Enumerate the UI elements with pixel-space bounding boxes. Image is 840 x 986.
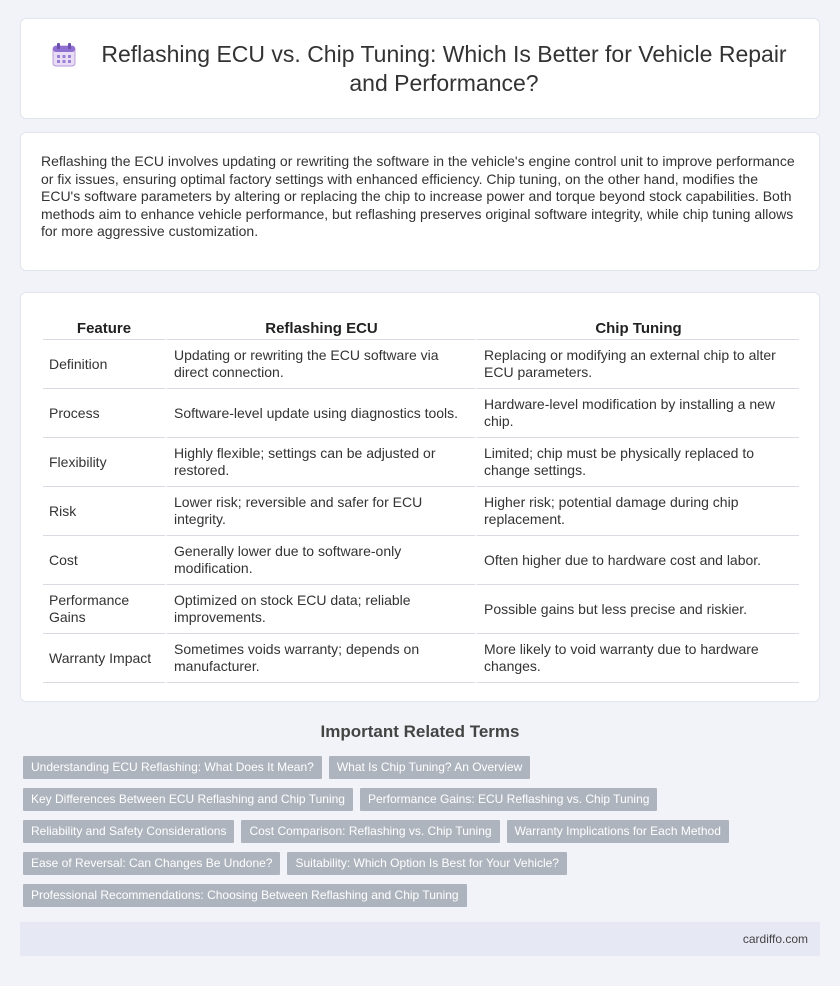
reflashing-cell: Sometimes voids warranty; depends on manufacturer.	[165, 634, 475, 683]
related-term-tag[interactable]: Warranty Implications for Each Method	[507, 820, 729, 843]
page-title: Reflashing ECU vs. Chip Tuning: Which Is Better for Vehicle Repair and Performance?	[101, 40, 787, 96]
intro-paragraph: Reflashing the ECU involves updating or rewriting the software in the vehicle's engine control unit to improve performance or fix issues, ensuring optimal factory settings with enhanced efficiency. Chip tuning, on the other hand, modifies the ECU's software parameters by altering or replacing the chip to increase power and torque beyond stock capabilities. Both methods aim to enhance vehicle performance, but reflashing preserves original software integrity, while chip tuning allows for more aggressive customization.	[41, 153, 795, 240]
column-header-reflashing: Reflashing ECU	[165, 315, 475, 340]
intro-card	[20, 132, 820, 271]
chip-tuning-cell: Higher risk; potential damage during chip replacement.	[475, 487, 799, 536]
chip-tuning-cell: Often higher due to hardware cost and labor.	[475, 536, 799, 585]
table-row	[43, 536, 799, 585]
reflashing-cell: Software-level update using diagnostics tools.	[165, 389, 475, 438]
table-row	[43, 585, 799, 634]
related-term-tag[interactable]: Understanding ECU Reflashing: What Does It Mean?	[23, 756, 322, 779]
feature-cell: Risk	[43, 487, 165, 536]
reflashing-cell: Lower risk; reversible and safer for ECU integrity.	[165, 487, 475, 536]
chip-tuning-cell: Possible gains but less precise and riskier.	[475, 585, 799, 634]
chip-tuning-cell: More likely to void warranty due to hardware changes.	[475, 634, 799, 683]
table-row	[43, 634, 799, 683]
table-row	[43, 389, 799, 438]
related-term-tag[interactable]: Suitability: Which Option Is Best for Your Vehicle?	[287, 852, 566, 875]
reflashing-cell: Generally lower due to software-only modification.	[165, 536, 475, 585]
column-header-chip-tuning: Chip Tuning	[475, 315, 799, 340]
chip-tuning-cell: Limited; chip must be physically replaced to change settings.	[475, 438, 799, 487]
related-term-tag[interactable]: What Is Chip Tuning? An Overview	[329, 756, 530, 779]
reflashing-cell: Updating or rewriting the ECU software via direct connection.	[165, 340, 475, 389]
site-link[interactable]: cardiffo.com	[742, 932, 808, 946]
feature-cell: Performance Gains	[43, 585, 165, 634]
feature-cell: Cost	[43, 536, 165, 585]
feature-cell: Warranty Impact	[43, 634, 165, 683]
tag-row	[23, 820, 823, 843]
table-row	[43, 487, 799, 536]
reflashing-cell: Highly flexible; settings can be adjusted or restored.	[165, 438, 475, 487]
related-term-tag[interactable]: Key Differences Between ECU Reflashing and Chip Tuning	[23, 788, 353, 811]
feature-cell: Definition	[43, 340, 165, 389]
header-card	[20, 18, 820, 119]
related-term-tag[interactable]: Cost Comparison: Reflashing vs. Chip Tuning	[241, 820, 499, 843]
related-terms-heading: Important Related Terms	[320, 722, 520, 741]
related-terms-list	[23, 756, 823, 916]
calendar-icon	[51, 42, 77, 68]
table-row	[43, 340, 799, 389]
column-header-feature: Feature	[43, 315, 165, 340]
related-term-tag[interactable]: Reliability and Safety Considerations	[23, 820, 234, 843]
footer	[20, 922, 820, 956]
comparison-card	[20, 292, 820, 702]
related-term-tag[interactable]: Performance Gains: ECU Reflashing vs. Chip Tuning	[360, 788, 657, 811]
table-header-row	[43, 315, 799, 340]
table-row	[43, 438, 799, 487]
tag-row	[23, 788, 823, 811]
chip-tuning-cell: Replacing or modifying an external chip to alter ECU parameters.	[475, 340, 799, 389]
tag-row	[23, 852, 823, 875]
related-term-tag[interactable]: Professional Recommendations: Choosing Between Reflashing and Chip Tuning	[23, 884, 467, 907]
reflashing-cell: Optimized on stock ECU data; reliable improvements.	[165, 585, 475, 634]
comparison-table	[43, 315, 799, 683]
feature-cell: Process	[43, 389, 165, 438]
tag-row	[23, 756, 823, 779]
tag-row	[23, 884, 823, 907]
chip-tuning-cell: Hardware-level modification by installing a new chip.	[475, 389, 799, 438]
feature-cell: Flexibility	[43, 438, 165, 487]
related-term-tag[interactable]: Ease of Reversal: Can Changes Be Undone?	[23, 852, 280, 875]
